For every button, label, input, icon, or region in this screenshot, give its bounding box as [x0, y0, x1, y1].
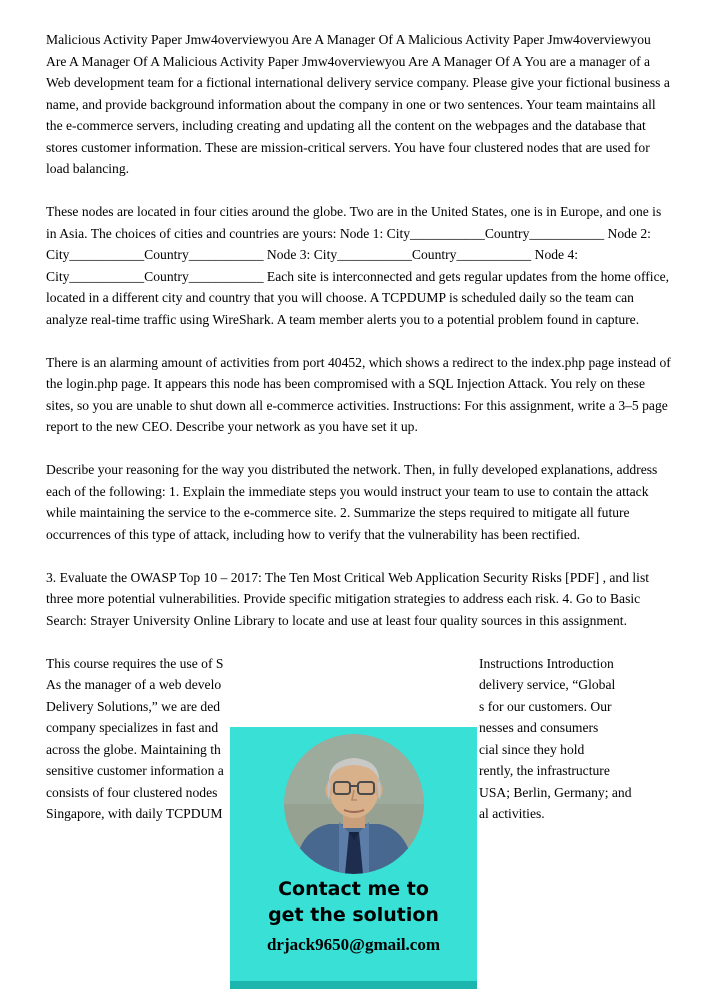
- line-fragment-right: al activities.: [479, 806, 545, 821]
- paragraph-2: These nodes are located in four cities around the globe. Two are in the United States, one is in Europe, and one is in Asia. The choices of cities and countries are yours: Node 1: City___________Country___________ Node 2: City___________Country___________ Node 3: City___________Country___________ Node 4: City___________Country___________ Each site is interconnected and gets regular updates from the home office, located in a different city and country that you will choose. A TCPDUMP is scheduled daily so the team can analyze real-time traffic using WireShark. A team member alerts you to a potential problem found in capture.: [46, 204, 670, 327]
- obscured-line: [46, 696, 672, 718]
- contact-email: drjack9650@gmail.com: [266, 935, 441, 954]
- paragraph-5: 3. Evaluate the OWASP Top 10 – 2017: The Ten Most Critical Web Application Security Risks [PDF] , and list three more potential vulnerabilities. Provide specific mitigation strategies to address each risk. 4. Go to Basic Search: Strayer University Online Library to locate and use at least four quality sources in this assignment.: [46, 569, 650, 628]
- overlay-bottom-strip: [230, 981, 477, 989]
- paragraph-1: Malicious Activity Paper Jmw4overviewyou Are A Manager Of A Malicious Activity Paper Jmw4overviewyou Are A Manager Of A Malicious Activity Paper Jmw4overviewyou Are A Manager Of A You are a manager of a Web development team for a fictional international delivery service company. Please give your fictional business a name, and provide background information about the company in one or two sentences. Your team maintains all the e-commerce servers, including creating and updating all the content on the webpages and the database that stores customer information. These are mission-critical servers. You have four clustered nodes that are used for load balancing.: [46, 32, 670, 176]
- line-fragment-left: across the globe. Maintaining th: [46, 741, 221, 757]
- line-fragment-left: company specializes in fast and: [46, 720, 219, 735]
- obscured-line: [46, 674, 672, 696]
- tutor-portrait-photo: [284, 734, 424, 874]
- ad-heading-line1: Contact me to: [278, 878, 429, 900]
- obscured-line: [46, 653, 672, 675]
- line-fragment-right: rently, the infrastructure: [479, 763, 610, 778]
- line-fragment-left: sensitive customer information a: [46, 763, 224, 778]
- paragraph-4: Describe your reasoning for the way you distributed the network. Then, in fully developed explanations, address each of the following: 1. Explain the immediate steps you would instruct your team to use to contain the attack while maintaining the service to the e-commerce site. 2. Summarize the steps required to mitigate all future occurrences of this type of attack, including how to verify that the vulnerability has been rectified.: [46, 462, 658, 542]
- line-fragment-left: This course requires the use of S: [46, 655, 224, 671]
- line-fragment-right: USA; Berlin, Germany; and: [479, 784, 632, 800]
- line-fragment-left: consists of four clustered nodes: [46, 784, 218, 800]
- contact-ad-overlay: [230, 727, 477, 989]
- line-fragment-right: delivery service, “Global: [479, 677, 616, 692]
- line-fragment-right: Instructions Introduction: [479, 655, 614, 671]
- ad-heading-line2: get the solution: [268, 904, 439, 926]
- document-body: [46, 29, 672, 825]
- line-fragment-right: s for our customers. Our: [479, 698, 612, 714]
- line-fragment-right: nesses and consumers: [479, 720, 599, 735]
- line-fragment-left: Singapore, with daily TCPDUM: [46, 806, 223, 821]
- portrait-illustration: [284, 734, 424, 874]
- line-fragment-left: As the manager of a web develo: [46, 677, 222, 692]
- paragraph-3: There is an alarming amount of activities from port 40452, which shows a redirect to the index.php page instead of the login.php page. It appears this node has been compromised with a SQL Injection Attack. You rely on these sites, so you are unable to shut down all e-commerce activities. Instructions: For this assignment, write a 3–5 page report to the new CEO. Describe your network as you have set it up.: [46, 354, 671, 434]
- line-fragment-right: cial since they hold: [479, 741, 585, 757]
- line-fragment-left: Delivery Solutions,” we are ded: [46, 698, 221, 714]
